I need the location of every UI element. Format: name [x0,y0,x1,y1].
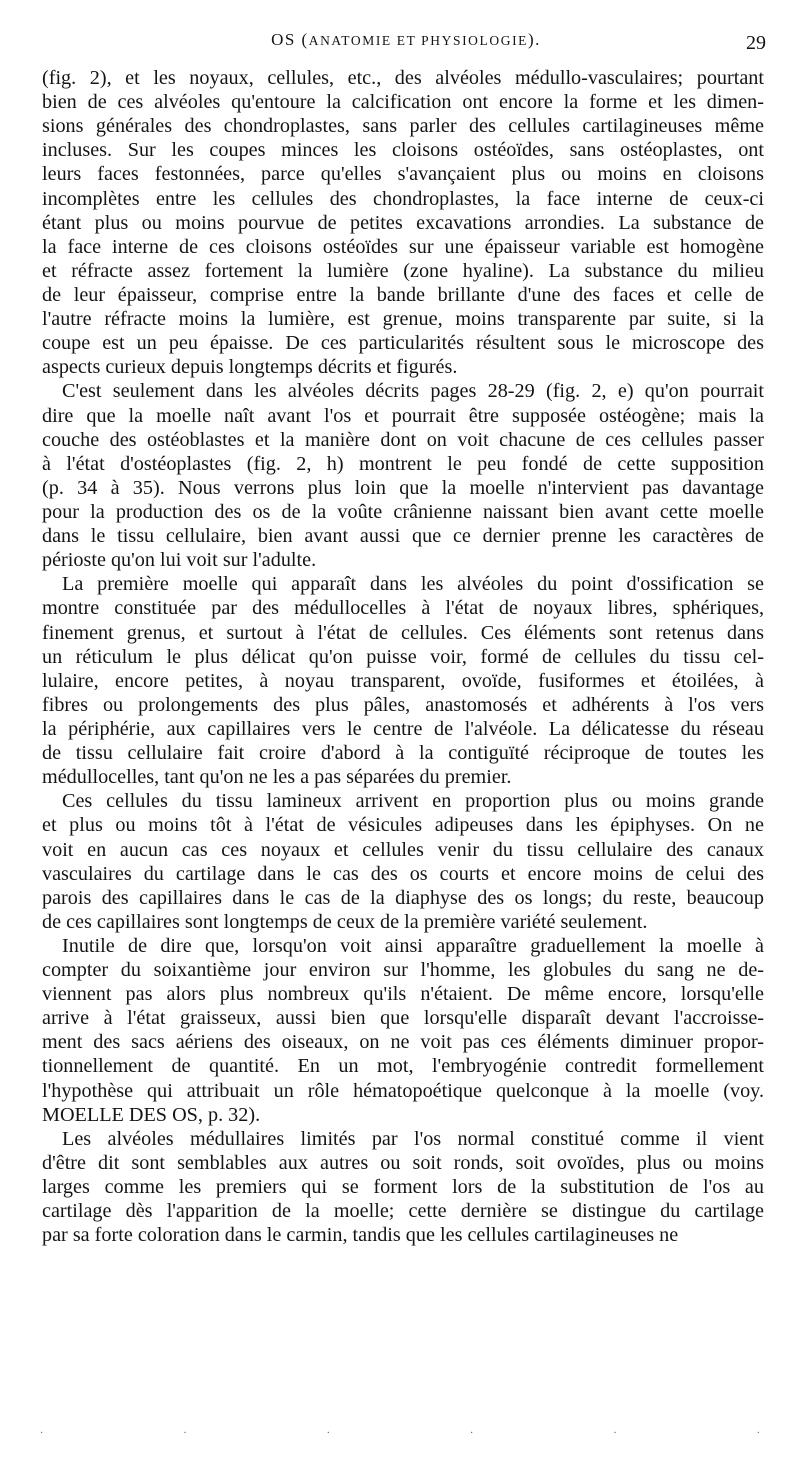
text-line: leurs faces festonnées, parce qu'elles s'avançaient plus ou moins en cloisons [42,163,764,186]
running-head [42,30,770,50]
text-line: à l'état d'ostéoplastes (fig. 2, h) montrent le peu fondé de cette supposition [42,452,764,475]
text-line: médullocelles, tant qu'on ne les a pas séparées du premier. [42,766,512,789]
text-line: bien de ces alvéoles qu'entoure la calcification ont encore la forme et les dimen- [42,91,764,114]
text-line: lulaire, encore petites, à noyau transparent, ovoïde, fusiformes et étoilées, à [42,669,764,692]
text-line: parois des capillaires dans le cas de la diaphyse des os longs; du reste, beaucoup [42,886,764,909]
text-line: de ces capillaires sont longtemps de ceux de la première variété seulement. [42,910,648,933]
footer-scan-marks [40,1428,760,1440]
running-head-main: OS ( [271,30,309,49]
text-line: larges comme les premiers qui se forment lors de la substitution de l'os au [42,1176,764,1199]
scan-mark: · [756,1428,760,1439]
paragraph [42,572,764,789]
paragraph [42,379,764,572]
scan-mark: · [469,1428,474,1439]
text-line: couche des ostéoblastes et la manière dont on voit chacune de ces cellules passer [42,428,764,451]
running-head-end: ). [528,30,541,49]
text-line: la face interne de ces cloisons ostéoïdes sur une épaisseur variable est homogène [42,235,764,258]
text-line: ment des sacs aériens des oiseaux, on ne voit pas ces éléments diminuer propor- [42,1031,764,1054]
text-line: sions générales des chondroplastes, sans parler des cellules cartilagineuses même [42,115,764,138]
text-line: incluses. Sur les coupes minces les cloisons ostéoïdes, sans ostéoplastes, ont [42,139,764,162]
text-line: d'être dit sont semblables aux autres ou soit ronds, soit ovoïdes, plus ou moins [42,1151,764,1174]
text-line: Inutile de dire que, lorsqu'on voit ainsi apparaître graduellement la moelle à [62,934,764,957]
text-line: fibres ou prolongements des plus pâles, anastomosés et adhérents à l'os vers [42,693,764,716]
text-line: Les alvéoles médullaires limités par l'os normal constitué comme il vient [62,1127,764,1150]
scan-mark: · [40,1428,44,1439]
paragraph [42,1127,764,1248]
text-line: la périphérie, aux capillaires vers le centre de l'alvéole. La délicatesse du réseau [42,717,764,740]
text-line: (p. 34 à 35). Nous verrons plus loin que la moelle n'intervient pas davantage [42,476,764,499]
text-line: aspects curieux depuis longtemps décrits et figurés. [42,356,458,379]
text-line: de tissu cellulaire fait croire d'abord à la contiguïté réciproque de toutes les [42,742,764,765]
text-line: étant plus ou moins pourvue de petites excavations arrondies. La substance de [42,211,764,234]
text-line: un réticulum le plus délicat qu'on puisse voir, formé de cellules du tissu cel- [42,645,764,668]
text-line: par sa forte coloration dans le carmin, tandis que les cellules cartilagineuses ne [42,1224,679,1247]
page-header [42,28,770,62]
paragraph [42,789,764,934]
text-line: tionnellement de quantité. En un mot, l'embryogénie contredit formellement [42,1055,764,1078]
text-line: dans le tissu cellulaire, bien avant aussi que ce dernier prenne les caractères de [42,525,764,548]
text-line: (fig. 2), et les noyaux, cellules, etc., des alvéoles médullo-vasculaires; pourtant [42,67,764,89]
text-line: de leur épaisseur, comprise entre la bande brillante d'une des faces et celle de [42,283,764,306]
text-line: compter du soixantième jour environ sur l'homme, les globules du sang ne de- [42,959,764,982]
text-line: cartilage dès l'apparition de la moelle; cette dernière se distingue du cartilage [42,1200,764,1223]
text-line: l'hypothèse qui attribuait un rôle hématopoétique quelconque à la moelle (voy. [42,1079,764,1102]
text-line: viennent pas alors plus nombreux qu'ils n'étaient. De même encore, lorsqu'elle [42,983,764,1006]
text-line: La première moelle qui apparaît dans les alvéoles du point d'ossification se [62,573,764,596]
text-line: incomplètes entre les cellules des chondroplastes, la face interne de ceux-ci [42,187,764,210]
text-line: voit en aucun cas ces noyaux et cellules venir du tissu cellulaire des canaux [42,838,764,861]
paragraph [42,66,764,379]
text-line: arrive à l'état graisseux, aussi bien que lorsqu'elle disparaît devant l'accroisse- [42,1007,764,1030]
text-line: l'autre réfracte moins la lumière, est grenue, moins transparente par suite, si la [42,308,764,331]
text-line: MOELLE DES OS, p. 32). [42,1103,261,1126]
text-line: et plus ou moins tôt à l'état de vésicules adipeuses dans les épiphyses. On ne [42,814,764,837]
text-line: C'est seulement dans les alvéoles décrits pages 28-29 (fig. 2, e) qu'on pourrait [62,380,764,403]
text-line: périoste qu'on lui voit sur l'adulte. [42,549,317,572]
scan-mark: · [326,1428,330,1439]
paragraph [42,934,764,1127]
body-text [42,66,764,1247]
text-line: vasculaires du cartilage dans le cas des os courts et encore moins de celui des [42,862,764,885]
text-line: finement grenus, et surtout à l'état de cellules. Ces éléments sont retenus dans [42,621,764,644]
running-head-smallcaps: ANATOMIE ET PHYSIOLOGIE [308,33,529,48]
text-line: pour la production des os de la voûte crânienne naissant bien avant cette moelle [42,500,764,523]
text-line: coupe est un peu épaisse. De ces particularités résultent sous le microscope des [42,332,764,355]
text-line: Ces cellules du tissu lamineux arrivent en proportion plus ou moins grande [62,790,764,813]
text-line: dire que la moelle naît avant l'os et pourrait être supposée ostéogène; mais la [42,404,764,427]
page-number: 29 [746,32,766,54]
text-line: montre constituée par des médullocelles à l'état de noyaux libres, sphériques, [42,597,764,620]
scan-mark: · [183,1428,187,1439]
text-line: et réfracte assez fortement la lumière (zone hyaline). La substance du milieu [42,259,764,282]
scan-mark: · [613,1428,617,1439]
